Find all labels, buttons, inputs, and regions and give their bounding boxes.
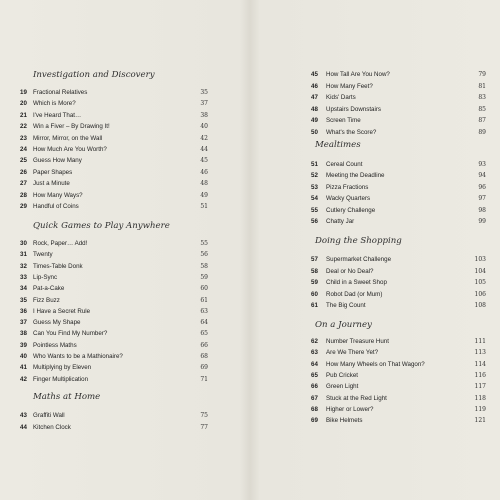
entry-page-number: 89 xyxy=(478,128,486,136)
entry-page-number: 77 xyxy=(200,423,208,431)
entry-number: 51 xyxy=(311,161,318,168)
entry-number: 30 xyxy=(20,240,27,247)
contents-entry[interactable] xyxy=(20,240,210,251)
entry-number: 27 xyxy=(20,180,27,188)
contents-entry[interactable] xyxy=(20,376,210,387)
entry-title: Times-Table Donk xyxy=(33,262,83,270)
entry-number: 57 xyxy=(311,256,318,263)
entry-page-number: 87 xyxy=(478,117,486,124)
contents-entry[interactable] xyxy=(20,308,210,319)
contents-entry[interactable] xyxy=(311,383,496,394)
contents-entry[interactable] xyxy=(20,424,210,435)
contents-entry[interactable] xyxy=(20,353,210,364)
entry-number: 62 xyxy=(311,338,318,345)
section-heading: Mealtimes xyxy=(315,140,361,150)
entry-page-number: 46 xyxy=(200,168,208,176)
entry-number: 50 xyxy=(311,128,318,136)
entry-title: Upstairs Downstairs xyxy=(326,105,382,113)
contents-entry[interactable] xyxy=(20,146,210,157)
entry-title: Pat-a-Cake xyxy=(33,285,65,293)
section-heading: Maths at Home xyxy=(33,392,101,402)
entry-number: 48 xyxy=(311,105,318,113)
section-heading: Investigation and Discovery xyxy=(33,70,155,80)
contents-entry[interactable] xyxy=(311,94,496,105)
contents-entry[interactable] xyxy=(311,361,496,372)
contents-entry[interactable] xyxy=(20,297,210,308)
entry-title: Graffiti Wall xyxy=(33,412,65,419)
entry-title: Wacky Quarters xyxy=(326,195,371,203)
entry-title: Are We There Yet? xyxy=(326,349,379,357)
entry-number: 69 xyxy=(311,417,318,425)
entry-title: Deal or No Deal? xyxy=(326,267,374,275)
entry-number: 40 xyxy=(20,353,27,360)
entry-title: Number Treasure Hunt xyxy=(326,338,389,345)
entry-title: Green Light xyxy=(326,383,359,391)
entry-number: 25 xyxy=(20,157,27,165)
contents-entry[interactable] xyxy=(311,129,496,140)
entry-title: Supermarket Challenge xyxy=(326,256,392,263)
entry-number: 36 xyxy=(20,307,27,315)
entry-title: Can You Find My Number? xyxy=(33,330,108,338)
entry-title: Bike Helmets xyxy=(326,417,363,425)
entry-number: 37 xyxy=(20,319,27,327)
entry-title: Screen Time xyxy=(326,117,361,124)
entry-title: How Many Wheels on That Wagon? xyxy=(326,360,425,368)
entry-title: Paper Shapes xyxy=(33,168,73,176)
entry-number: 65 xyxy=(311,371,318,379)
entry-number: 34 xyxy=(20,285,27,293)
section-heading: On a Journey xyxy=(315,320,372,330)
contents-entry[interactable] xyxy=(20,364,210,375)
entry-number: 68 xyxy=(311,405,318,413)
entry-page-number: 68 xyxy=(200,353,208,360)
contents-entry[interactable] xyxy=(311,71,496,82)
entry-number: 55 xyxy=(311,206,318,214)
right-page xyxy=(250,0,500,500)
entry-page-number: 94 xyxy=(478,172,486,180)
entry-number: 22 xyxy=(20,123,27,131)
entry-title: Robot Dad (or Mum) xyxy=(326,290,383,298)
entry-page-number: 116 xyxy=(474,371,486,379)
entry-page-number: 93 xyxy=(478,161,486,168)
contents-entry[interactable] xyxy=(311,184,496,195)
entry-page-number: 85 xyxy=(478,105,486,113)
entry-title: Twenty xyxy=(33,251,53,259)
entry-title: How Many Ways? xyxy=(33,191,83,199)
contents-entry[interactable] xyxy=(311,406,496,417)
entry-title: Cereal Count xyxy=(326,161,363,168)
entry-page-number: 114 xyxy=(474,360,486,368)
entry-number: 33 xyxy=(20,273,27,281)
entry-title: Guess My Shape xyxy=(33,319,81,327)
entry-page-number: 60 xyxy=(200,285,208,293)
contents-entry[interactable] xyxy=(20,251,210,262)
entry-title: Finger Multiplication xyxy=(33,375,89,383)
contents-entry[interactable] xyxy=(20,123,210,134)
entry-page-number: 105 xyxy=(474,279,486,286)
entry-number: 47 xyxy=(311,94,318,101)
entry-title: Rock, Paper… Add! xyxy=(33,240,88,247)
entry-title: What's the Score? xyxy=(326,128,377,136)
entry-number: 67 xyxy=(311,394,318,402)
contents-entry[interactable] xyxy=(20,274,210,285)
contents-entry[interactable] xyxy=(311,106,496,117)
entry-number: 54 xyxy=(311,195,318,203)
contents-entry[interactable] xyxy=(20,157,210,168)
entry-title: Chatty Jar xyxy=(326,218,355,225)
contents-entry[interactable] xyxy=(311,161,496,172)
section-heading: Doing the Shopping xyxy=(315,236,402,246)
entry-number: 41 xyxy=(20,364,27,372)
entry-page-number: 108 xyxy=(474,302,486,309)
contents-entry[interactable] xyxy=(20,319,210,330)
entry-page-number: 58 xyxy=(200,262,208,270)
entry-title: Fractional Relatives xyxy=(33,89,88,96)
entry-page-number: 65 xyxy=(200,330,208,338)
entry-page-number: 83 xyxy=(478,94,486,101)
entry-number: 59 xyxy=(311,279,318,286)
entry-page-number: 121 xyxy=(474,417,486,425)
entry-page-number: 59 xyxy=(200,273,208,281)
entry-page-number: 49 xyxy=(200,191,208,199)
contents-entry[interactable] xyxy=(20,100,210,111)
contents-entry[interactable] xyxy=(20,285,210,296)
contents-entry[interactable] xyxy=(20,412,210,423)
contents-entry[interactable] xyxy=(20,203,210,214)
contents-entry[interactable] xyxy=(311,349,496,360)
entry-page-number: 99 xyxy=(478,218,486,225)
contents-entry[interactable] xyxy=(20,330,210,341)
entry-page-number: 63 xyxy=(200,307,208,315)
contents-entry[interactable] xyxy=(20,169,210,180)
entry-page-number: 45 xyxy=(200,157,208,165)
entry-page-number: 81 xyxy=(478,82,486,90)
entry-title: The Big Count xyxy=(326,302,366,309)
entry-page-number: 103 xyxy=(474,256,486,263)
contents-entry[interactable] xyxy=(311,302,496,313)
entry-page-number: 104 xyxy=(474,267,486,275)
section-heading: Quick Games to Play Anywhere xyxy=(33,221,170,231)
entry-title: Just a Minute xyxy=(33,180,70,188)
contents-entry[interactable] xyxy=(311,117,496,128)
entry-number: 64 xyxy=(311,360,318,368)
entry-title: Who Wants to be a Mathionaire? xyxy=(33,353,123,360)
entry-page-number: 69 xyxy=(200,364,208,372)
entry-number: 44 xyxy=(20,423,27,431)
entry-title: Pizza Fractions xyxy=(326,183,369,191)
entry-title: Higher or Lower? xyxy=(326,405,374,413)
entry-title: Pub Cricket xyxy=(326,371,358,379)
entry-number: 39 xyxy=(20,341,27,349)
contents-entry[interactable] xyxy=(311,291,496,302)
entry-number: 56 xyxy=(311,218,318,225)
entry-title: I've Heard That… xyxy=(33,111,82,119)
contents-entry[interactable] xyxy=(20,89,210,100)
entry-title: Handful of Coins xyxy=(33,203,79,210)
entry-title: How Much Are You Worth? xyxy=(33,146,107,153)
entry-number: 38 xyxy=(20,330,27,338)
entry-page-number: 113 xyxy=(474,349,486,357)
entry-title: Meeting the Deadline xyxy=(326,172,385,180)
entry-number: 42 xyxy=(20,375,27,383)
entry-number: 66 xyxy=(311,383,318,391)
entry-title: Kids' Darts xyxy=(326,94,356,101)
entry-number: 43 xyxy=(20,412,27,419)
entry-title: How Tall Are You Now? xyxy=(326,71,390,78)
contents-entry[interactable] xyxy=(311,256,496,267)
contents-entry[interactable] xyxy=(20,263,210,274)
contents-entry[interactable] xyxy=(311,279,496,290)
entry-number: 46 xyxy=(311,82,318,90)
contents-entry[interactable] xyxy=(311,207,496,218)
entry-page-number: 37 xyxy=(200,100,208,108)
contents-entry[interactable] xyxy=(20,192,210,203)
entry-title: I Have a Secret Rule xyxy=(33,307,91,315)
entry-page-number: 75 xyxy=(200,412,208,419)
entry-number: 19 xyxy=(20,89,27,96)
entry-page-number: 97 xyxy=(478,195,486,203)
contents-entry[interactable] xyxy=(311,417,496,428)
entry-page-number: 66 xyxy=(200,341,208,349)
entry-number: 58 xyxy=(311,267,318,275)
entry-title: Lip-Sync xyxy=(33,273,58,281)
entry-number: 52 xyxy=(311,172,318,180)
contents-entry[interactable] xyxy=(311,172,496,183)
entry-page-number: 64 xyxy=(200,319,208,327)
entry-page-number: 117 xyxy=(474,383,486,391)
contents-entry[interactable] xyxy=(311,195,496,206)
entry-title: Pointless Maths xyxy=(33,341,77,349)
contents-entry[interactable] xyxy=(20,112,210,123)
entry-title: How Many Feet? xyxy=(326,82,373,90)
entry-title: Child in a Sweet Shop xyxy=(326,279,387,286)
entry-page-number: 79 xyxy=(478,71,486,78)
entry-page-number: 98 xyxy=(478,206,486,214)
contents-entry[interactable] xyxy=(20,180,210,191)
entry-page-number: 44 xyxy=(200,146,208,153)
entry-title: Win a Fiver – By Drawing It! xyxy=(33,123,110,131)
entry-title: Cutlery Challenge xyxy=(326,206,376,214)
entry-page-number: 42 xyxy=(200,134,208,142)
contents-entry[interactable] xyxy=(20,342,210,353)
entry-page-number: 55 xyxy=(200,240,208,247)
entry-number: 26 xyxy=(20,168,27,176)
contents-entry[interactable] xyxy=(311,395,496,406)
entry-page-number: 119 xyxy=(474,405,486,413)
entry-page-number: 48 xyxy=(200,180,208,188)
entry-number: 63 xyxy=(311,349,318,357)
contents-entry[interactable] xyxy=(311,372,496,383)
entry-title: Kitchen Clock xyxy=(33,423,71,431)
contents-entry[interactable] xyxy=(20,135,210,146)
contents-entry[interactable] xyxy=(311,268,496,279)
entry-title: Stuck at the Red Light xyxy=(326,394,387,402)
entry-number: 20 xyxy=(20,100,27,108)
contents-entry[interactable] xyxy=(311,218,496,229)
entry-page-number: 35 xyxy=(200,89,208,96)
entry-number: 24 xyxy=(20,146,27,153)
entry-page-number: 106 xyxy=(474,290,486,298)
entry-page-number: 96 xyxy=(478,183,486,191)
entry-number: 32 xyxy=(20,262,27,270)
entry-number: 61 xyxy=(311,302,318,309)
entry-number: 49 xyxy=(311,117,318,124)
entry-page-number: 61 xyxy=(200,296,208,304)
entry-title: Which is More? xyxy=(33,100,76,108)
entry-page-number: 38 xyxy=(200,111,208,119)
entry-page-number: 56 xyxy=(200,251,208,259)
entry-number: 53 xyxy=(311,183,318,191)
entry-number: 31 xyxy=(20,251,27,259)
entry-number: 35 xyxy=(20,296,27,304)
entry-page-number: 51 xyxy=(200,203,208,210)
entry-number: 45 xyxy=(311,71,318,78)
entry-number: 29 xyxy=(20,203,27,210)
entry-number: 28 xyxy=(20,191,27,199)
entry-number: 60 xyxy=(311,290,318,298)
contents-entry[interactable] xyxy=(311,338,496,349)
entry-title: Fizz Buzz xyxy=(33,296,60,304)
entry-title: Multiplying by Eleven xyxy=(33,364,92,372)
entry-title: Mirror, Mirror, on the Wall xyxy=(33,134,103,142)
entry-title: Guess How Many xyxy=(33,157,82,165)
entry-page-number: 40 xyxy=(200,123,208,131)
entry-page-number: 71 xyxy=(200,375,208,383)
entry-page-number: 118 xyxy=(474,394,486,402)
entry-number: 23 xyxy=(20,134,27,142)
entry-number: 21 xyxy=(20,111,27,119)
entry-page-number: 111 xyxy=(474,338,486,345)
contents-entry[interactable] xyxy=(311,83,496,94)
